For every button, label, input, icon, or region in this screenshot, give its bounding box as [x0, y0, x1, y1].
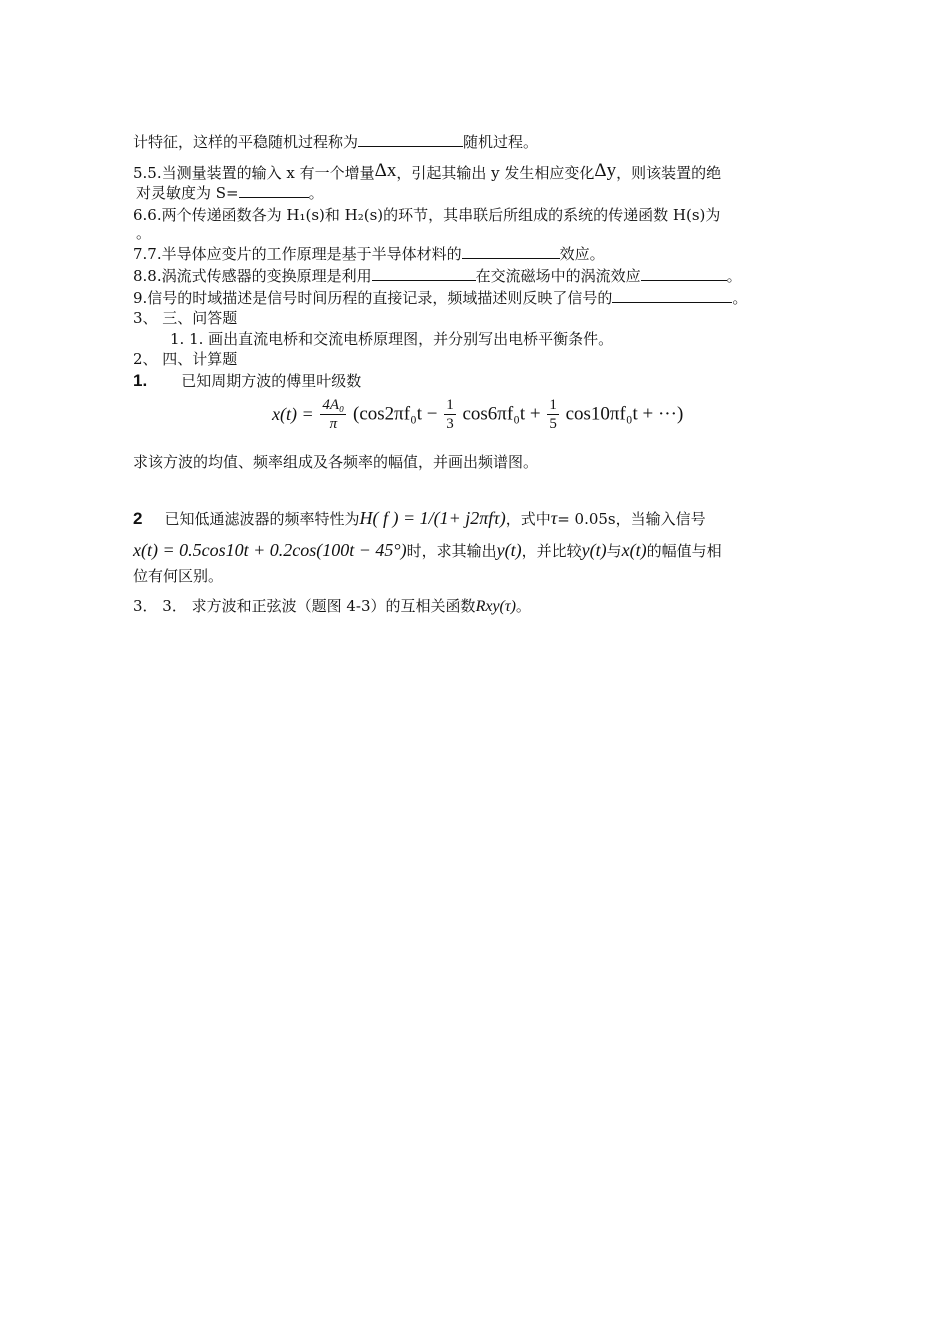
question-5: 5.5.当测量装置的输入 x 有一个增量Δx，引起其输出 y 发生相应变化Δy，则该装置的绝: [133, 160, 722, 182]
section-heading-calc: 2、 四、计算题: [133, 350, 238, 368]
section-heading-qa: 3、 三、问答题: [133, 309, 238, 327]
calc-question-2-end: 位有何区别。: [133, 567, 224, 585]
calc-question-2-cont: x(t) = 0.5cos10t + 0.2cos(100t − 45°)时，求其输出y(t)，并比较y(t)与x(t)的幅值与相: [133, 540, 722, 560]
blank-answer: [358, 131, 463, 147]
blank-answer: [641, 265, 727, 281]
blank-answer: [239, 182, 309, 198]
question-8: 8.8.涡流式传感器的变换原理是利用 在交流磁场中的涡流效应 。: [133, 267, 742, 285]
blank-answer: [612, 287, 732, 303]
qa-question-1: 1. 1. 画出直流电桥和交流电桥原理图，并分别写出电桥平衡条件。: [170, 330, 614, 348]
calc-question-1: 1. 已知周期方波的傅里叶级数: [133, 371, 362, 390]
fourier-series-formula: x(t) = $\frac{\text{4A₀}}{\pi}$ (cos2πf₀t − $\frac{1}{3}$ cos6πf₀t + $\frac{1}{5}$ cos10πf₀t + ···): [272, 397, 684, 432]
question-9: 9.信号的时域描述是信号时间历程的直接记录，频域描述则反映了信号的 。: [133, 289, 748, 307]
question-6: 6.6.两个传递函数各为 H₁(s)和 H₂(s)的环节，其串联后所组成的系统的传递函数 H(s)为: [133, 206, 721, 224]
fraction: $\frac{\text{4A₀}}{\pi}$: [322, 397, 345, 432]
blank-answer: [462, 243, 560, 259]
question-7: 7.7.半导体应变片的工作原理是基于半导体材料的 效应。: [133, 245, 605, 263]
calc-question-1-task: 求该方波的均值、频率组成及各频率的幅值，并画出频谱图。: [133, 453, 539, 471]
blank-answer: [372, 265, 476, 281]
calc-question-3: 3． 3． 求方波和正弦波（题图 4-3）的互相关函数Rxy(τ)。: [133, 597, 531, 615]
fraction: $\frac{1}{3}$: [446, 397, 454, 432]
line-stationary-process: 计特征，这样的平稳随机过程称为 随机过程。: [133, 133, 539, 151]
question-5-cont: 对灵敏度为 S= 。: [136, 184, 324, 202]
calc-question-2: 2 已知低通滤波器的频率特性为H( f ) = 1/(1+ j2πfτ)，式中τ= 0.05s，当输入信号: [133, 508, 706, 528]
fraction: $\frac{1}{5}$: [549, 397, 557, 432]
question-6-cont: 。: [136, 224, 152, 242]
